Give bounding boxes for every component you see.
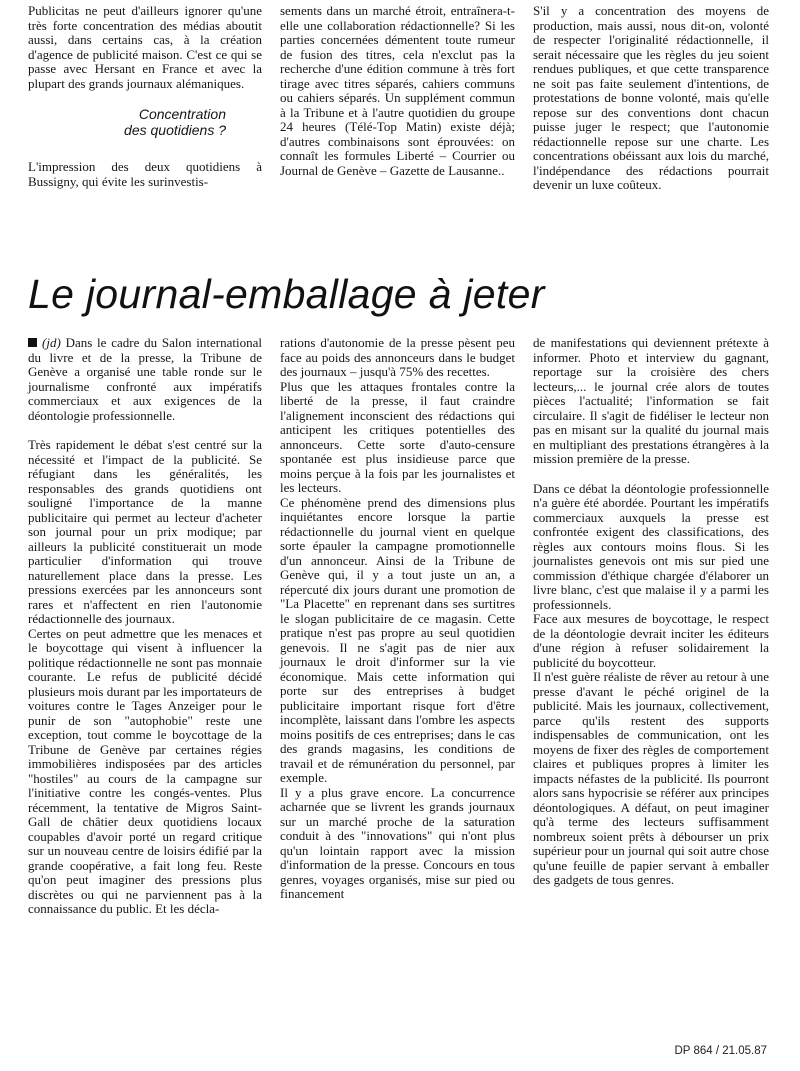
top-col1-after-paragraph: L'impression des deux quotidiens à Bussigny, qui évite les surinvestis- [28, 159, 262, 189]
subheading-line-1: Concentration [138, 106, 226, 122]
article-intro-text: Dans le cadre du Salon international du livre et de la presse, la Tribune de Genève a organisé une table ronde sur le journalisme confronté aux impératifs commerciaux et aux exigences de la déontologie professionnelle. [28, 335, 262, 423]
article-paragraph: Très rapidement le débat s'est centré sur la nécessité et l'impact de la publicité. Se réfugiant dans les généralités, les responsables des grands quotidiens ont souligné l'importance de la manne publicitaire qui permet au lecteur d'acheter son journal pour un prix modique; par ailleurs la publicité constituerait un mode particulier d'information qui trouve naturellement place dans la presse. Les pressions exercées par les annonceurs sont rares et n'affectent en rien l'autonomie rédactionnelle des journaux. [28, 437, 262, 626]
article-column-1 [28, 336, 262, 917]
black-square-icon [28, 338, 37, 347]
article-paragraph: Ce phénomène prend des dimensions plus inquiétantes encore lorsque la partie rédactionnelle du journal vient en quelque sorte épauler la campagne promotionnelle d'un annonceur. Ainsi de la Tribune de Genève qui, il y a tout juste un an, a répercuté dix jours durant une promotion de "La Placette" en reprenant dans ses surtitres le slogan publicitaire de ce magasin. Cette pratique n'est pas propre au seul quotidien genevois. Il ne s'agit pas de nier aux journaux le droit d'informer sur la vie économique. Mais cette information qui porte sur des entreprises à budget publicitaire important risque fort d'être incomplète, laissant dans l'ombre les aspects moins positifs de ces entreprises; dans le cas des grands magasins, les conditions de travail et de rémunération du personnel, par exemple. [280, 494, 515, 785]
page-folio: DP 864 / 21.05.87 [674, 1045, 767, 1057]
article-paragraph: Dans ce débat la déontologie professionnelle n'a guère été abordée. Pourtant les impératifs commerciaux auxquels la presse est confrontée exigent des classifications, des règles aux contours moins flous. Si les journalistes genevois ont mis sur pied une commission d'éthique chargée d'élaborer un livre blanc, c'est que malaise il y a parmi les professionnels. [533, 480, 769, 612]
subheading [28, 106, 262, 138]
top-column-3 [533, 4, 769, 193]
subheading-line-2: des quotidiens ? [124, 122, 226, 138]
article-column-2 [280, 336, 515, 902]
article-paragraph: rations d'autonomie de la presse pèsent peu face au poids des annonceurs dans le budget des journaux – jusqu'à 75% des recettes. [280, 335, 515, 379]
article-intro-paragraph [28, 336, 262, 423]
article-paragraph: Il y a plus grave encore. La concurrence acharnée que se livrent les grands journaux sur un marché proche de la saturation conduit à des "innovations" qui n'ont plus qu'un lointain rapport avec la mission d'information de la presse. Concours en tous genres, voyages organisés, mise sur pied ou financement [280, 784, 515, 901]
article-paragraph: Plus que les attaques frontales contre la liberté de la presse, il faut craindre l'alignement inconscient des rédactions qui anticipent les critiques potentielles des annonceurs. Cette sorte d'auto-censure spontanée est plus insidieuse parce que moins perçue à la fois par les journalistes et les lecteurs. [280, 378, 515, 495]
article-paragraph: Il n'est guère réaliste de rêver au retour à une presse d'avant le péché originel de la publicité. Mais les journaux, collectivement, parce qu'ils restent des supports indispensables de communication, ont les moyens de fixer des règles de comportement claires et publiques propres à limiter les impacts néfastes de la publicité. Ils pourront alors sans hypocrisie se référer aux principes déontologiques. A défaut, on peut imaginer qu'à terme des lecteurs suffisamment nombreux soient prêts à débourser un prix supérieur pour un journal qui soit autre chose qu'une feuille de papier servant à emballer des gadgets de tous genres. [533, 669, 769, 887]
article-headline: Le journal-emballage à jeter [28, 271, 545, 317]
article-paragraph: Face aux mesures de boycottage, le respect de la déontologie devrait inciter les éditeurs d'une région à refuser solidairement la publicité du boycotteur. [533, 611, 769, 670]
top-col2-paragraph: sements dans un marché étroit, entraînera-t-elle une collaboration rédactionnelle? Si les parties concernées démentent toute rumeur de fusion des titres, cela n'exclut pas la recherche d'une édition commune à très fort tirage avec titres séparés, cahiers communs ou cahiers séparés. Un supplément commun à la Tribune et à l'autre quotidien du groupe 24 heures (Télé-Top Matin) existe déjà; d'autres combinaisons sont éprouvées: on connaît les formules Liberté – Courrier ou Journal de Genève – Gazette de Lausanne.. [280, 3, 515, 178]
top-col3-paragraph: S'il y a concentration des moyens de production, mais aussi, nous dit-on, volonté de respecter l'originalité rédactionnelle, il serait nécessaire que les règles du jeu soient rendues publiques, et que cette transparence ne soit pas faite seulement d'intentions, de protestations de bonne volonté, mais qu'elle repose sur des conventions dont chacun puisse juger le respect; que l'autonomie rédactionnelle repose sur une charte. Les concentrations obéissant aux lois du marché, l'indépendance des rédactions pourrait devenir un luxe coûteux. [533, 3, 769, 192]
top-column-1 [28, 4, 262, 189]
article-paragraph: Certes on peut admettre que les menaces et le boycottage qui visent à influencer la politique rédactionnelle ne sont pas monnaie courante. Le refus de publicité décidé plusieurs mois durant par les importateurs de voitures contre le Tages Anzeiger pour le punir de son "autophobie" reste une exception, tout comme le boycottage de la Tribune de Genève par certaines régies immobilières indisposées par des articles "hostiles" au cours de la campagne sur l'initiative contre les congés-ventes. Plus récemment, la tentative de Migros Saint-Gall de châtier deux quotidiens locaux coupables d'avoir porté un regard critique sur un nouveau centre de loisirs édifié par la grande coopérative, a fait long feu. Reste qu'on peut imaginer des pressions plus discrètes ou qui ne parviennent pas à la connaissance du public. Et les décla- [28, 625, 262, 916]
top-column-2 [280, 4, 515, 178]
top-col1-paragraph: Publicitas ne peut d'ailleurs ignorer qu'une très forte concentration des médias aboutit aussi, dans certains cas, à la création d'agence de publicité maison. C'est ce qui se passe avec Hersant en France et avec la plupart des grands journaux alémaniques. [28, 3, 262, 91]
article-column-3 [533, 336, 769, 888]
byline: (jd) [42, 335, 61, 350]
article-paragraph: de manifestations qui deviennent prétexte à informer. Photo et interview du gagnant, reportage sur la croisière des chers lecteurs,... le journal crée alors de toutes pièces l'actualité; l'information se fait circulaire. Il s'agit de fidéliser le lecteur non pas en misant sur la qualité du journal mais en multipliant des prestations étrangères à la mission première de la presse. [533, 335, 769, 466]
